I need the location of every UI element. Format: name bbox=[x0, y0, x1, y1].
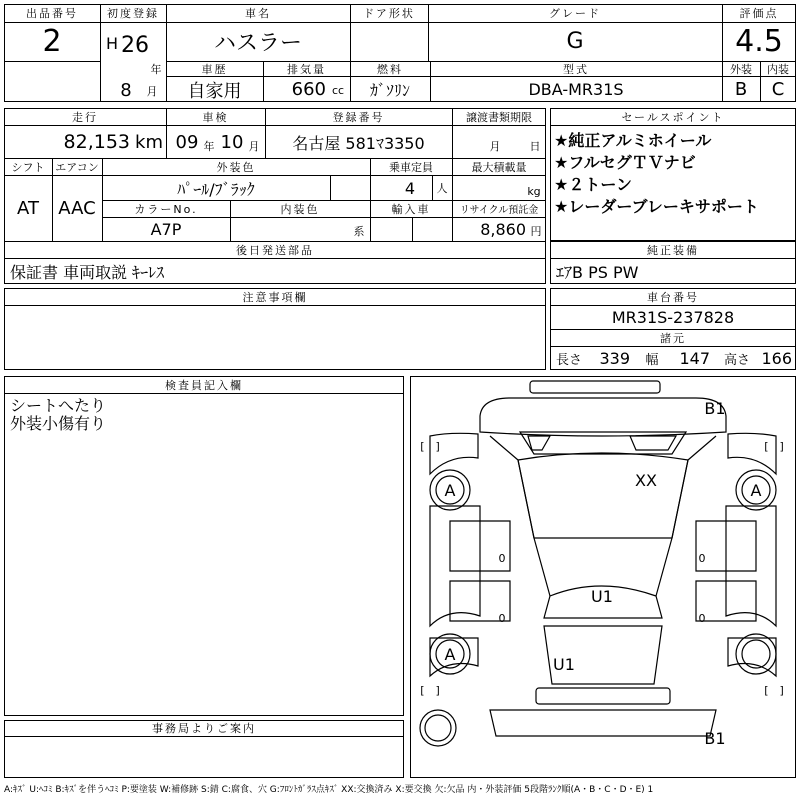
displacement: 660 bbox=[291, 79, 326, 100]
first-registration-label: 初度登録 bbox=[107, 7, 159, 20]
width-label: 幅 bbox=[645, 352, 659, 368]
recycle-label: リサイクル預託金 bbox=[459, 205, 539, 216]
model-code: DBA-MR31S bbox=[528, 80, 624, 99]
displacement-label: 排気量 bbox=[287, 62, 326, 76]
lot-number: 2 bbox=[42, 24, 62, 59]
interior-grade-label: 内装 bbox=[767, 62, 789, 76]
recycle-fee: 8,860 bbox=[480, 220, 526, 239]
spec-label: 諸元 bbox=[660, 331, 686, 345]
transfer-deadline-label: 譲渡書類期限 bbox=[466, 110, 532, 124]
color-number-label: カラーNo. bbox=[134, 202, 198, 216]
mark-xx-roof: XX bbox=[635, 470, 657, 490]
shift-label: シフト bbox=[11, 160, 45, 174]
color-number: A7P bbox=[150, 220, 182, 239]
mark-zero-left-front-door: 0 bbox=[498, 551, 506, 565]
grade: G bbox=[566, 29, 584, 54]
mark-b1-front: B1 bbox=[704, 398, 726, 418]
era: H bbox=[105, 33, 119, 53]
transfer-month-unit: 月 bbox=[489, 140, 501, 153]
sales-point-item: ★レーダーブレーキサポート bbox=[554, 196, 759, 216]
interior-grade: C bbox=[771, 79, 785, 100]
height-label: 高さ bbox=[723, 352, 750, 368]
fuel: ｶﾞｿﾘﾝ bbox=[369, 81, 410, 100]
damage-legend: A:ｷｽﾞ U:ﾍｺﾐ B:ｷｽﾞを伴うﾍｺﾐ P:要塗装 W:補修跡 S:錆 C:腐食、穴 G:ﾌﾛﾝﾄｶﾞﾗｽ点ｷｽﾞ XX:交換済み X:要交換 欠:欠品 内・外装評価 5段階ﾗﾝｸ順(A・B・C・D・E) 1 bbox=[4, 784, 654, 795]
sales-point-item: ★２トーン bbox=[554, 174, 633, 194]
history-label: 車歴 bbox=[201, 62, 228, 76]
recycle-unit: 円 bbox=[530, 225, 542, 238]
inspection-year-unit: 年 bbox=[203, 140, 215, 153]
accessories: 保証書 車両取説 ｷｰﾚｽ bbox=[10, 262, 165, 282]
shift: AT bbox=[17, 198, 39, 219]
length-label: 長さ bbox=[555, 352, 582, 368]
width: 147 bbox=[679, 348, 710, 368]
mark-a-rear-left-tire: A bbox=[444, 644, 456, 664]
first-registration-year: 26 bbox=[121, 32, 149, 58]
inspection-month: 10 bbox=[220, 131, 244, 153]
year-unit: 年 bbox=[150, 63, 162, 76]
inspector-note: 外装小傷有り bbox=[10, 413, 107, 432]
sales-point-item: ★フルセグＴＶナビ bbox=[554, 152, 696, 172]
inspection-label: 車検 bbox=[202, 110, 229, 124]
exterior-color-label: 外装色 bbox=[216, 160, 256, 174]
car-name: ハスラー bbox=[213, 31, 302, 56]
exterior-grade-label: 外装 bbox=[730, 62, 752, 76]
mark-a-front-left-tire: A bbox=[444, 480, 456, 500]
lot-number-label: 出品番号 bbox=[26, 7, 78, 20]
capacity: 4 bbox=[404, 178, 416, 198]
max-load-label: 最大積載量 bbox=[471, 160, 527, 174]
bracket-right-front: [ ] bbox=[764, 440, 784, 453]
notes-label: 注意事項欄 bbox=[242, 290, 308, 304]
length: 339 bbox=[599, 348, 630, 368]
interior-color-unit: 系 bbox=[353, 225, 365, 238]
notes bbox=[4, 306, 546, 328]
inspector-label: 検査員記入欄 bbox=[165, 378, 243, 392]
model-code-label: 型式 bbox=[563, 62, 589, 76]
capacity-label: 乗車定員 bbox=[389, 160, 433, 174]
plate-number: 名古屋 581ﾏ3350 bbox=[292, 133, 425, 153]
inspector-note: シートへたり bbox=[10, 395, 107, 414]
mark-zero-right-rear-door: 0 bbox=[698, 611, 706, 625]
bracket-right-rear: [ ] bbox=[764, 684, 784, 697]
mark-a-front-right-tire: A bbox=[750, 480, 762, 500]
score-label: 評価点 bbox=[739, 7, 779, 20]
max-load-unit: kg bbox=[527, 184, 541, 198]
fuel-label: 燃料 bbox=[377, 62, 403, 76]
month-unit: 月 bbox=[146, 85, 158, 98]
sales-point-item: ★純正アルミホイール bbox=[554, 130, 712, 150]
mark-zero-left-rear-door: 0 bbox=[498, 611, 506, 625]
equipment: ｴｱB PS PW bbox=[556, 262, 639, 282]
score: 4.5 bbox=[735, 24, 783, 59]
exterior-grade: B bbox=[734, 79, 748, 100]
aircon-label: エアコン bbox=[55, 160, 99, 174]
mark-u1-rear: U1 bbox=[553, 654, 575, 674]
car-name-label: 車名 bbox=[245, 7, 271, 20]
first-registration-month: 8 bbox=[120, 80, 132, 100]
history: 自家用 bbox=[187, 80, 242, 102]
mark-zero-right-front-door: 0 bbox=[698, 551, 706, 565]
car-diagram-svg bbox=[410, 376, 796, 778]
bracket-left-front: [ ] bbox=[420, 440, 440, 453]
chassis-number: MR31S-237828 bbox=[611, 308, 735, 327]
office-label: 事務局よりご案内 bbox=[152, 722, 256, 735]
mark-b1-rear: B1 bbox=[704, 728, 726, 748]
inspection-year: 09 bbox=[175, 131, 199, 153]
plate-label: 登録番号 bbox=[332, 110, 385, 124]
inspection-month-unit: 月 bbox=[248, 140, 260, 153]
exterior-color: ﾊﾟｰﾙ/ﾌﾞﾗｯｸ bbox=[177, 179, 255, 199]
aircon: AAC bbox=[58, 198, 96, 219]
height: 166 bbox=[761, 348, 792, 368]
interior-color-label: 内装色 bbox=[280, 202, 320, 216]
displacement-unit: cc bbox=[331, 83, 345, 97]
door-type bbox=[350, 22, 428, 61]
mark-u1-hatch: U1 bbox=[591, 586, 613, 606]
chassis-number-label: 車台番号 bbox=[647, 290, 699, 304]
import-label: 輸入車 bbox=[391, 202, 431, 216]
mileage: 82,153 bbox=[63, 131, 130, 153]
capacity-unit: 人 bbox=[436, 182, 448, 195]
transfer-day-unit: 日 bbox=[529, 140, 541, 153]
accessories-label: 後日発送部品 bbox=[236, 243, 314, 257]
mileage-label: 走行 bbox=[72, 110, 98, 124]
bracket-left-rear: [ ] bbox=[420, 684, 440, 697]
mileage-unit: km bbox=[135, 131, 163, 153]
door-type-label: ドア形状 bbox=[363, 7, 415, 20]
sales-points-label: セールスポイント bbox=[621, 110, 725, 124]
office-note bbox=[4, 737, 404, 759]
grade-label: グレード bbox=[549, 7, 601, 20]
equipment-label: 純正装備 bbox=[647, 243, 699, 257]
